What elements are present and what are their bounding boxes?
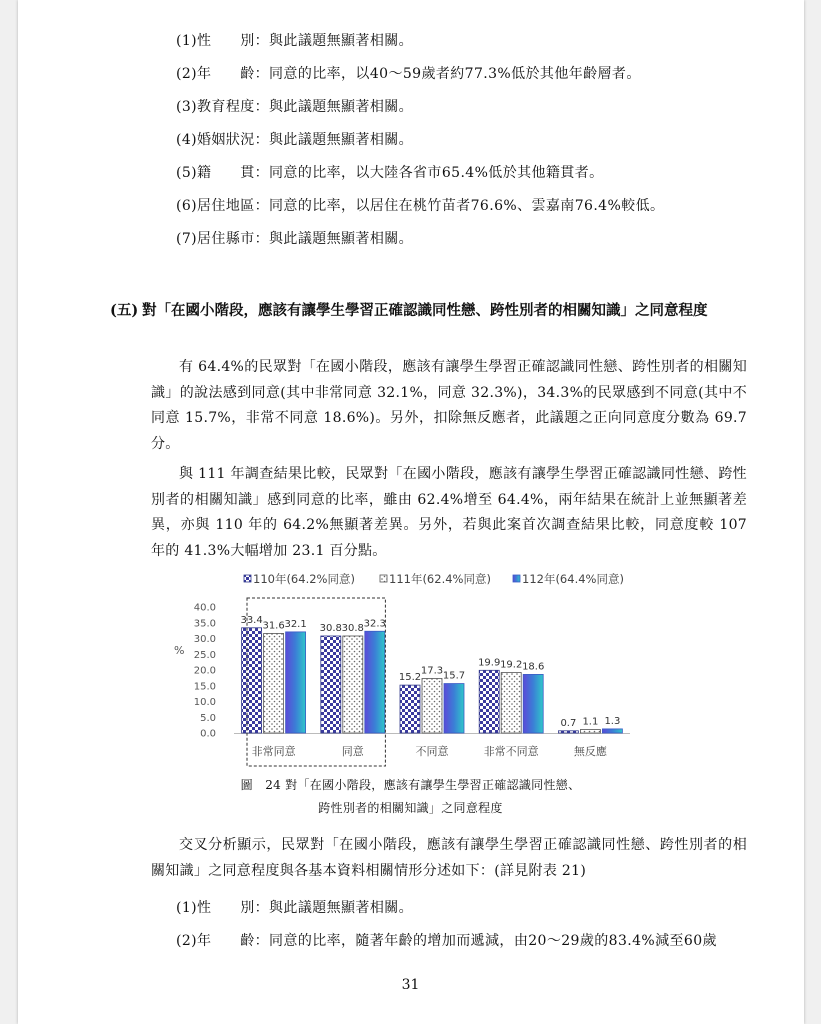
y-tick-label: 0.0 [200, 728, 216, 740]
list-item: (1)性 別：與此議題無顯著相關。 [176, 900, 414, 916]
legend-label: 112年(64.4%同意) [522, 572, 624, 586]
bar [321, 636, 341, 733]
page-number: 31 [401, 977, 420, 993]
y-tick-label: 10.0 [193, 697, 216, 708]
data-label: 30.8 [319, 622, 342, 634]
legend-label: 110年(64.2%同意) [253, 572, 355, 586]
bar [343, 636, 363, 733]
x-axis-labels [252, 744, 608, 758]
data-label: 32.3 [363, 618, 386, 630]
bar [580, 730, 600, 733]
data-label: 1.3 [604, 715, 621, 727]
y-tick-label: 15.0 [193, 681, 216, 693]
data-label: 19.2 [500, 659, 523, 671]
list-item: (7)居住縣市：與此議題無顯著相關。 [176, 231, 414, 247]
data-label: 31.6 [262, 620, 285, 632]
x-tick-label: 非常不同意 [483, 745, 539, 758]
data-label: 19.9 [478, 657, 501, 669]
list-item: (6)居住地區：同意的比率，以居住在桃竹苗者76.6%、雲嘉南76.4%較低。 [176, 198, 665, 214]
bar [558, 731, 578, 733]
x-tick-label: 非常同意 [251, 745, 296, 758]
y-tick-label: 30.0 [193, 634, 216, 645]
data-label: 30.8 [341, 622, 364, 634]
x-tick-label: 不同意 [415, 745, 449, 758]
legend-swatch [513, 575, 520, 582]
list-item: (3)教育程度：與此議題無顯著相關。 [176, 99, 414, 115]
data-label: 17.3 [420, 665, 444, 677]
y-tick-label: 35.0 [193, 618, 216, 630]
paragraph: 與 111 年調查結果比較，民眾對「在國小階段，應該有讓學生學習正確認識同性戀、跨性別者的相關知識」感到同意的比率，雖由 62.4%增至 64.4%，兩年結果在統計上並無顯著差異，亦與 110 年的 64.2%無顯著差異。另外，若與此案首次調查結果比較，同意度較 107 年的 41.3%大幅增加 23.1 百分點。 [151, 466, 747, 559]
list-item: (2)年 齡：同意的比率，隨著年齡的增加而遞減，由20～29歲的83.4%減至60歲 [176, 933, 717, 949]
y-tick-label: 20.0 [193, 665, 216, 677]
paragraph: 交叉分析顯示，民眾對「在國小階段，應該有讓學生學習正確認識同性戀、跨性別者的相關知識」之同意程度與各基本資料相關情形分述如下：(詳見附表 21) [151, 837, 747, 879]
chart-bars [240, 598, 622, 766]
bar-chart [18, 565, 804, 775]
data-label: 1.1 [582, 716, 599, 728]
legend-swatch [380, 575, 387, 582]
list-item: (1)性 別：與此議題無顯著相關。 [176, 33, 414, 49]
data-label: 0.7 [560, 717, 577, 729]
section-number: (五) [110, 302, 139, 319]
figure-caption-line: 跨性別者的相關知識」之同意程度 [318, 801, 503, 815]
data-label: 18.6 [522, 661, 545, 673]
bar [400, 685, 420, 733]
data-label: 32.1 [284, 618, 307, 630]
data-label: 15.2 [398, 672, 422, 684]
y-axis-label: % [174, 644, 185, 657]
bar [286, 632, 306, 733]
section-title: 對「在國小階段，應該有讓學生學習正確認識同性戀、跨性別者的相關知識」之同意程度 [142, 302, 708, 319]
bar [444, 684, 464, 733]
bar [602, 729, 622, 733]
x-tick-label: 無反應 [573, 745, 607, 758]
document-page [18, 0, 804, 1024]
list-item: (4)婚姻狀況：與此議題無顯著相關。 [176, 132, 414, 148]
bar [242, 628, 262, 733]
bar [264, 633, 284, 733]
chart-legend [244, 572, 624, 586]
legend-swatch [244, 575, 251, 582]
list-item: (2)年 齡：同意的比率，以40～59歲者約77.3%低於其他年齡層者。 [176, 66, 641, 82]
list-item: (5)籍 貫：同意的比率，以大陸各省市65.4%低於其他籍貫者。 [176, 165, 604, 181]
data-label: 33.4 [240, 614, 263, 626]
section-heading [110, 299, 750, 323]
y-tick-label: 25.0 [193, 649, 216, 661]
data-label: 15.7 [442, 670, 466, 682]
paragraph: 有 64.4%的民眾對「在國小階段，應該有讓學生學習正確認識同性戀、跨性別者的相關知識」的說法感到同意(其中非常同意 32.1%，同意 32.3%)，34.3%的民眾感到不同意(其中不同意 15.7%，非常不同意 18.6%)。另外，扣除無反應者，此議題之正向同意度分數為 69.7 分。 [151, 359, 747, 452]
bar [479, 670, 499, 733]
bar [523, 674, 543, 733]
x-tick-label: 同意 [341, 745, 364, 758]
bar [365, 631, 385, 733]
bar [422, 679, 442, 733]
y-tick-label: 40.0 [193, 602, 216, 614]
bar [501, 673, 521, 733]
y-tick-label: 5.0 [200, 712, 216, 724]
figure-caption-line: 圖 24 對「在國小階段，應該有讓學生學習正確認識同性戀、 [240, 778, 581, 792]
legend-label: 111年(62.4%同意) [389, 572, 491, 586]
